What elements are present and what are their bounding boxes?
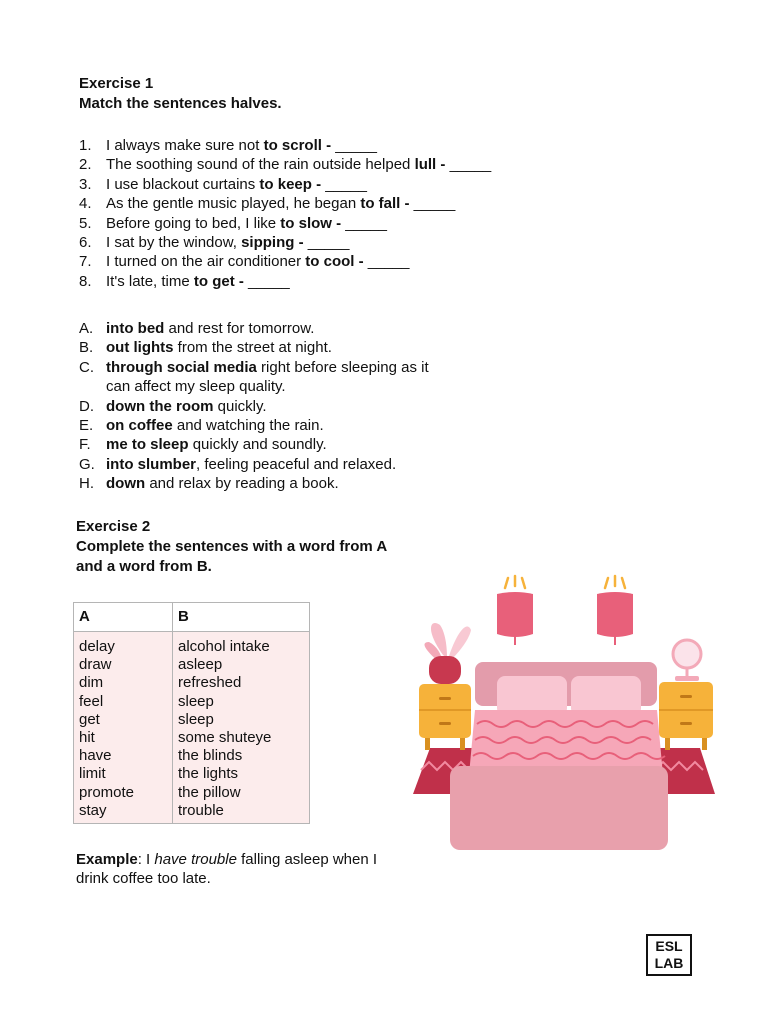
- list-item: [79, 214, 599, 233]
- item-number: 7.: [79, 253, 92, 271]
- table-cell: asleep: [178, 656, 223, 674]
- ending-text: and rest for tomorrow.: [164, 320, 315, 337]
- item-number: 4.: [79, 195, 92, 213]
- table-cell: limit: [79, 765, 106, 783]
- item-number: 5.: [79, 214, 92, 232]
- sentence-text: I sat by the window,: [106, 234, 242, 252]
- list-item: [79, 416, 479, 435]
- header-a: A: [74, 603, 173, 631]
- table-cell: draw: [79, 656, 112, 674]
- item-number: 3.: [79, 175, 92, 193]
- item-letter: G.: [79, 455, 95, 473]
- mirror-icon: [673, 640, 701, 681]
- lamp-right-icon: [597, 576, 633, 645]
- sentence-bold: to slow -: [280, 214, 346, 232]
- ending-bold: out lights: [106, 339, 174, 357]
- list-item: [79, 455, 479, 474]
- sentence-bold: to fall -: [360, 195, 414, 213]
- sentence-bold: sipping -: [241, 234, 308, 252]
- sentence-list: [79, 136, 599, 291]
- table-cell: get: [79, 710, 100, 728]
- table-cell: sleep: [178, 692, 214, 710]
- table-body: [74, 632, 309, 824]
- item-letter: H.: [79, 475, 94, 493]
- item-letter: C.: [79, 358, 94, 376]
- list-item: [79, 474, 479, 493]
- ending-list: [79, 319, 479, 494]
- sentence-bold: to scroll -: [263, 137, 336, 154]
- example-sentence: [76, 850, 396, 888]
- sentence-text: As the gentle music played, he began: [106, 195, 361, 213]
- header-b: B: [178, 608, 189, 625]
- example-italic: have trouble: [154, 851, 237, 868]
- sentence-text: I use blackout curtains: [106, 175, 260, 193]
- list-item: [79, 155, 599, 174]
- sentence-bold: to cool -: [305, 253, 368, 271]
- ending-text: quickly.: [213, 397, 267, 415]
- sentence-text: I turned on the air conditioner: [106, 253, 306, 271]
- table-cell: have: [79, 747, 112, 765]
- sentence-bold: to keep -: [259, 175, 326, 193]
- exercise1-instruction: Match the sentences halves.: [79, 95, 282, 112]
- list-item: [79, 397, 479, 416]
- sentence-bold: to get -: [193, 272, 249, 290]
- table-cell: dim: [79, 674, 104, 692]
- list-item: [79, 194, 599, 213]
- column-b: [173, 632, 309, 824]
- list-item: [79, 272, 599, 291]
- list-item: [79, 175, 599, 194]
- logo-line1: ESL: [655, 938, 683, 954]
- answer-blank: _____: [413, 195, 456, 213]
- list-item: [79, 435, 479, 454]
- table-cell: some shuteye: [178, 729, 272, 747]
- bedroom-illustration: [405, 570, 725, 860]
- exercise2-title: Exercise 2: [76, 518, 151, 535]
- nightstand-left-icon: [419, 684, 471, 750]
- sentence-text: It's late, time: [106, 272, 194, 290]
- ending-bold: into slumber: [106, 455, 197, 473]
- table-cell: the blinds: [178, 747, 243, 765]
- ending-bold: into bed: [106, 320, 165, 337]
- ending-bold: down: [106, 475, 146, 493]
- column-a: [74, 632, 173, 824]
- example-prefix: : I: [137, 851, 155, 868]
- ending-text: , feeling peaceful and relaxed.: [196, 455, 397, 473]
- table-cell: the pillow: [178, 783, 241, 801]
- example-suffix: falling asleep when I drink coffee too late.: [76, 851, 378, 887]
- list-item: [79, 233, 599, 252]
- plant-icon: [424, 623, 471, 684]
- item-letter: D.: [79, 397, 94, 415]
- table-cell: sleep: [178, 710, 214, 728]
- list-item: [79, 252, 599, 271]
- item-letter: B.: [79, 339, 94, 357]
- ending-bold: through social media: [106, 358, 257, 376]
- lamp-left-icon: [497, 576, 533, 645]
- answer-blank: _____: [367, 253, 410, 271]
- item-letter: E.: [79, 417, 94, 435]
- exercise2-instruction: Complete the sentences with a word from A and a word from B.: [76, 538, 387, 575]
- esl-lab-logo: [646, 934, 692, 976]
- ending-bold: on coffee: [106, 417, 173, 435]
- exercise1-title: Exercise 1: [79, 75, 154, 92]
- word-table: [73, 602, 310, 824]
- item-number: 1.: [79, 137, 92, 154]
- list-item: [79, 338, 479, 357]
- list-item: [79, 358, 439, 397]
- table-cell: alcohol intake: [178, 638, 270, 655]
- item-number: 8.: [79, 272, 92, 290]
- item-letter: A.: [79, 320, 94, 337]
- table-cell: hit: [79, 729, 95, 747]
- sentence-bold: lull -: [414, 156, 450, 174]
- bed-icon: [450, 662, 668, 850]
- item-letter: F.: [79, 436, 91, 454]
- table-cell: refreshed: [178, 674, 242, 692]
- table-cell: trouble: [178, 801, 224, 819]
- ending-bold: down the room: [106, 397, 214, 415]
- table-cell: the lights: [178, 765, 239, 783]
- ending-text: and watching the rain.: [172, 417, 324, 435]
- ending-text: quickly and soundly.: [188, 436, 327, 454]
- example-label: Example: [76, 851, 138, 868]
- table-header: [74, 603, 309, 632]
- table-cell: stay: [79, 801, 107, 819]
- nightstand-right-icon: [659, 682, 713, 750]
- answer-blank: _____: [335, 137, 377, 154]
- list-item: [79, 136, 599, 155]
- ending-bold: me to sleep: [106, 436, 189, 454]
- sentence-text: The soothing sound of the rain outside helped: [106, 156, 415, 174]
- ending-text: and relax by reading a book.: [145, 475, 339, 493]
- answer-blank: _____: [345, 214, 387, 232]
- table-cell: feel: [79, 692, 104, 710]
- item-number: 2.: [79, 156, 92, 174]
- answer-blank: _____: [307, 234, 350, 252]
- answer-blank: _____: [248, 272, 290, 290]
- logo-line2: LAB: [654, 955, 684, 971]
- list-item: [79, 319, 479, 338]
- table-cell: delay: [79, 638, 115, 655]
- sentence-text: Before going to bed, I like: [106, 214, 281, 232]
- answer-blank: _____: [449, 156, 492, 174]
- ending-text: right before sleeping as it can affect my sleep quality.: [106, 358, 429, 396]
- item-number: 6.: [79, 234, 92, 252]
- sentence-text: I always make sure not: [106, 137, 264, 154]
- answer-blank: _____: [325, 175, 367, 193]
- ending-text: from the street at night.: [173, 339, 332, 357]
- table-cell: promote: [79, 783, 135, 801]
